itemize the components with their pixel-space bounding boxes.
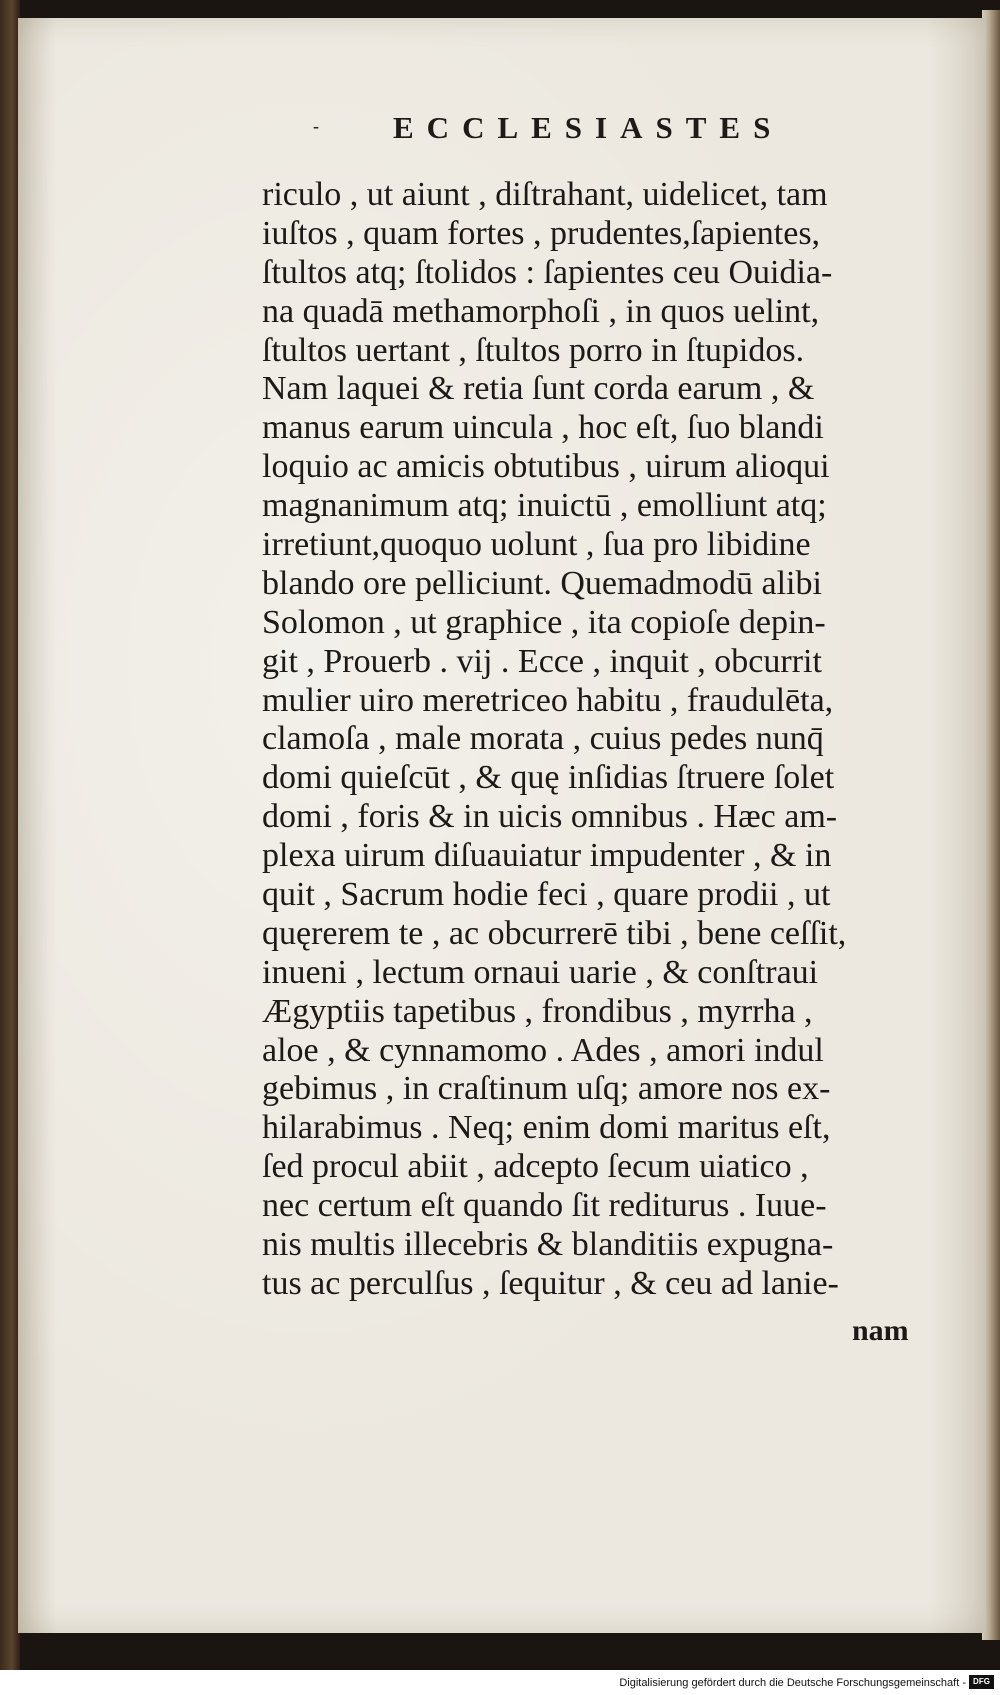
body-text <box>262 176 942 1304</box>
text-line: manus earum uincula , hoc eſt, ſuo blandi <box>262 409 824 447</box>
text-line: ſtultos atq; ſtolidos : ſapientes ceu Ouidia- <box>262 253 833 291</box>
text-line: gebimus , in craſtinum uſq; amore nos ex- <box>262 1070 831 1108</box>
dfg-logo-icon: DFG <box>969 1675 994 1689</box>
text-line: hilarabimus . Neq; enim domi maritus eſt, <box>262 1109 831 1147</box>
running-head-mark: - <box>313 116 319 136</box>
text-line: plexa uirum diſuauiatur impudenter , & in <box>262 837 832 875</box>
page-leaf <box>18 18 986 1633</box>
catchword: nam <box>852 1314 909 1347</box>
text-line: irretiunt,quoquo uolunt , ſua pro libidine <box>262 526 811 564</box>
text-line: aloe , & cynnamomo . Ades , amori indul <box>262 1031 824 1069</box>
footer-bar <box>0 1670 1000 1695</box>
text-line: nec certum eſt quando ſit rediturus . Iuue- <box>262 1187 827 1225</box>
text-line: domi , foris & in uicis omnibus . Hæc am- <box>262 798 838 836</box>
text-line: blando ore pelliciunt. Quemadmodū alibi <box>262 564 822 602</box>
text-line: ſed procul abiit , adcepto ſecum uiatico , <box>262 1148 809 1186</box>
text-line: mulier uiro meretriceo habitu , fraudulēta, <box>262 681 834 719</box>
text-line: loquio ac amicis obtutibus , uirum alioqui <box>262 448 830 486</box>
text-line: Nam laquei & retia ſunt corda earum , & <box>262 370 815 408</box>
text-line: nis multis illecebris & blanditiis expugna- <box>262 1226 834 1264</box>
text-line: quęrerem te , ac obcurrerē tibi , bene ceſſit, <box>262 914 847 952</box>
text-line: inueni , lectum ornaui uarie , & conſtraui <box>262 953 819 991</box>
text-line: Ægyptiis tapetibus , frondibus , myrrha , <box>262 992 813 1030</box>
text-line: clamoſa , male morata , cuius pedes nunq̄ <box>262 720 824 758</box>
book-spine-edge <box>0 0 20 1670</box>
text-line: git , Prouerb . vij . Ecce , inquit , obcurrit <box>262 642 822 680</box>
text-line: domi quieſcūt , & quę inſidias ſtruere ſolet <box>262 759 835 797</box>
text-line: na quadā methamorphoſi , in quos uelint, <box>262 292 820 330</box>
running-head-title: ECCLESIASTES <box>393 110 784 145</box>
text-line: Solomon , ut graphice , ita copioſe depin- <box>262 603 826 641</box>
text-line: tus ac perculſus , ſequitur , & ceu ad lanie- <box>262 1264 839 1302</box>
text-line: magnanimum atq; inuictū , emolliunt atq; <box>262 487 827 525</box>
funding-credit: Digitalisierung gefördert durch die Deutsche Forschungsgemeinschaft - <box>619 1677 966 1689</box>
text-line: riculo , ut aiunt , diſtrahant, uidelicet, tam <box>262 176 828 213</box>
text-line: iuſtos , quam fortes , prudentes,ſapientes, <box>262 214 821 252</box>
text-line: quit , Sacrum hodie feci , quare prodii , ut <box>262 876 831 914</box>
text-line: ſtultos uertant , ſtultos porro in ſtupidos. <box>262 331 805 369</box>
